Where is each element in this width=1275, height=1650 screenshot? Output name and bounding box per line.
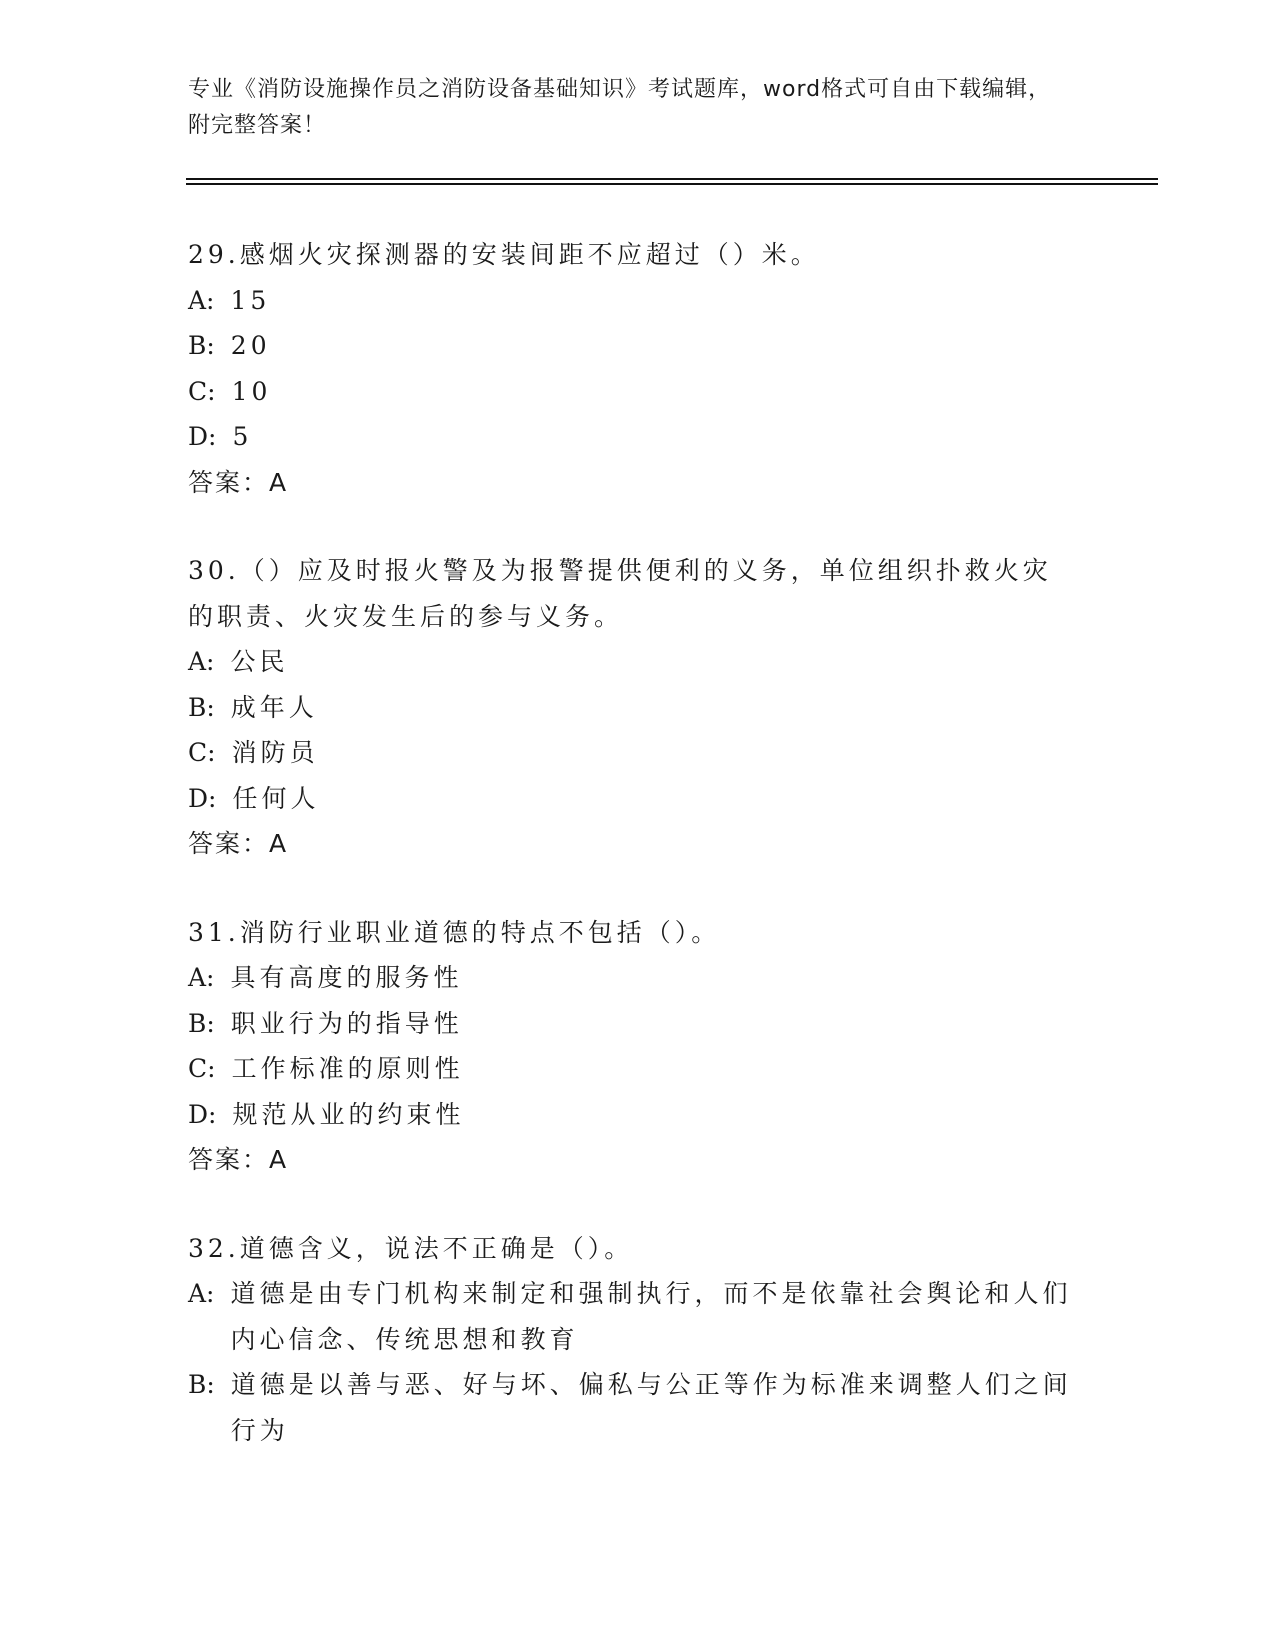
option-letter: A: (188, 1279, 215, 1308)
question-stem: 31.消防行业职业道德的特点不包括（）。 (188, 917, 721, 947)
option-text: 工作标准的原则性 (231, 1054, 464, 1083)
document-header: 专业《消防设施操作员之消防设备基础知识》考试题库，word格式可自由下载编辑，附完整答案！ (188, 77, 1052, 138)
option-a (188, 639, 1088, 685)
option-letter: A: (188, 285, 215, 315)
option-text: 道德是由专门机构来制定和强制执行，而不是依靠社会舆论和人们内心信念、传统思想和教育 (230, 1279, 1072, 1354)
option-letter: C: (188, 376, 216, 406)
option-text: 职业行为的指导性 (230, 1008, 463, 1038)
question-30 (188, 548, 1088, 867)
option-text: 任何人 (232, 783, 320, 813)
option-d (188, 414, 1088, 460)
option-text: 公民 (230, 647, 289, 676)
option-text: 具有高度的服务性 (230, 963, 463, 992)
option-text: 10 (231, 376, 272, 406)
option-letter: A: (188, 647, 215, 676)
option-text: 道德是以善与恶、好与坏、偏私与公正等作为标准来调整人们之间行为 (230, 1370, 1072, 1445)
option-letter: D: (188, 783, 217, 813)
option-b (188, 323, 1088, 369)
option-d (188, 776, 1088, 822)
option-letter: B: (188, 692, 215, 722)
option-text: 15 (230, 285, 271, 315)
question-list (188, 232, 1088, 1496)
option-text: 5 (232, 422, 253, 451)
option-text: 规范从业的约束性 (232, 1099, 465, 1129)
option-letter: D: (188, 422, 217, 451)
question-31 (188, 910, 1088, 1183)
option-letter: B: (188, 1008, 215, 1038)
option-text: 消防员 (231, 738, 319, 767)
question-stem: 29.感烟火灾探测器的安装间距不应超过（）米。 (188, 240, 820, 269)
answer-line: 答案：A (188, 1145, 289, 1174)
answer-line: 答案：A (188, 467, 289, 497)
option-letter: D: (188, 1099, 217, 1129)
option-b (188, 1362, 1088, 1453)
option-a (188, 955, 1088, 1001)
option-a (188, 1271, 1088, 1362)
option-text: 20 (230, 331, 271, 360)
option-d (188, 1092, 1088, 1138)
answer-line: 答案：A (188, 829, 289, 858)
option-a (188, 278, 1088, 324)
question-32 (188, 1226, 1088, 1454)
question-29 (188, 232, 1088, 505)
option-c (188, 730, 1088, 776)
option-c (188, 1046, 1088, 1092)
option-c (188, 369, 1088, 415)
option-letter: A: (188, 963, 215, 992)
option-b (188, 685, 1088, 731)
option-text: 成年人 (230, 692, 318, 722)
question-stem: 30.（）应及时报火警及为报警提供便利的义务，单位组织扑救火灾的职责、火灾发生后的参与义务。 (188, 556, 1052, 631)
option-b (188, 1001, 1088, 1047)
option-letter: B: (188, 1370, 215, 1399)
question-stem: 32.道德含义，说法不正确是（）。 (188, 1233, 634, 1263)
option-letter: B: (188, 331, 215, 360)
option-letter: C: (188, 1054, 216, 1083)
option-letter: C: (188, 738, 216, 767)
header-divider (186, 178, 1158, 185)
